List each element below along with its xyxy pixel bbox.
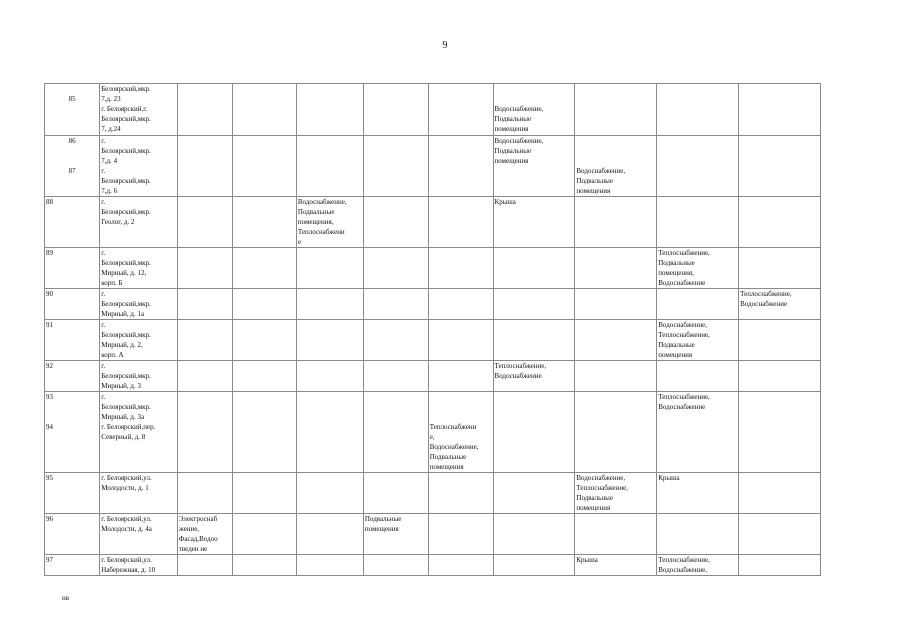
address-cell xyxy=(100,197,178,248)
work-type-line: Водоснабжение, xyxy=(576,167,626,175)
work-cell-6 xyxy=(428,84,493,136)
row-number: 92 xyxy=(46,362,53,370)
address-line: корп. Б xyxy=(101,279,123,287)
work-cell-4 xyxy=(296,84,363,136)
work-type-line: Подвальные xyxy=(576,177,613,185)
work-cell-6 xyxy=(428,248,493,289)
address-line: г. xyxy=(101,362,106,370)
work-cell-8 xyxy=(575,248,657,289)
work-cell-9 xyxy=(657,289,739,320)
work-cell-2 xyxy=(177,555,232,576)
row-number: 86 xyxy=(68,137,76,145)
work-cell-9 xyxy=(657,361,739,392)
address-line: Молодости, д. 4а xyxy=(101,525,152,533)
work-cell-4 xyxy=(296,392,363,473)
work-type-line xyxy=(430,392,492,402)
work-cell-9 xyxy=(657,84,739,136)
work-type-line xyxy=(576,136,655,146)
table-row xyxy=(45,392,821,473)
row-number-cell xyxy=(45,361,100,392)
row-number: 85 xyxy=(68,95,76,103)
work-cell-8 xyxy=(575,289,657,320)
work-type-line: Водоснабжение xyxy=(658,403,706,411)
work-cell-10 xyxy=(739,136,821,197)
work-cell-6 xyxy=(428,514,493,555)
address-line: Мирный, д. 3 xyxy=(101,382,141,390)
work-cell-5 xyxy=(363,289,428,320)
work-cell-9 xyxy=(657,555,739,576)
work-type-line: е xyxy=(297,238,301,246)
work-type-line: помещения xyxy=(494,125,529,133)
address-line: Белоярский,мкр. xyxy=(101,147,151,155)
address-line: г. Белоярский,ул. xyxy=(101,474,152,482)
repair-schedule-table xyxy=(44,83,821,576)
address-line: Геолог, д. 2 xyxy=(101,218,135,226)
row-number: 93 xyxy=(46,393,53,401)
work-type-line: тведен ие xyxy=(178,545,208,553)
row-number: 89 xyxy=(46,249,53,257)
work-type-line: Водоснабжение, xyxy=(494,137,544,145)
address-line: 7,д. 23 xyxy=(101,95,121,103)
work-cell-2 xyxy=(177,320,232,361)
work-type-line: Крыша xyxy=(576,556,598,564)
work-cell-10 xyxy=(739,392,821,473)
work-type-line: Водоснабжение, xyxy=(429,443,479,451)
work-cell-5 xyxy=(363,361,428,392)
work-cell-8 xyxy=(575,361,657,392)
address-line: Белоярский,мкр. xyxy=(101,259,151,267)
table-row xyxy=(45,136,821,197)
work-cell-7 xyxy=(493,289,575,320)
address-line: г. xyxy=(101,137,106,145)
work-type-line: Теплоснабжени xyxy=(297,228,345,236)
work-cell-8 xyxy=(575,392,657,473)
address-line: Мирный, д. 2, xyxy=(101,341,143,349)
work-cell-8 xyxy=(575,136,657,197)
row-number: 96 xyxy=(46,515,53,523)
work-type-line xyxy=(430,402,492,412)
work-cell-7 xyxy=(493,84,575,136)
work-type-line: помещения xyxy=(576,187,611,195)
work-cell-10 xyxy=(739,289,821,320)
address-line: Белоярский,мкр. xyxy=(101,300,151,308)
work-type-line: е, xyxy=(429,433,435,441)
work-type-line: Водоснабжение xyxy=(494,372,542,380)
work-cell-9 xyxy=(657,248,739,289)
row-number: 87 xyxy=(68,167,76,175)
work-cell-4 xyxy=(296,361,363,392)
row-number xyxy=(46,412,98,422)
work-cell-5 xyxy=(363,514,428,555)
work-cell-8 xyxy=(575,320,657,361)
work-cell-9 xyxy=(657,320,739,361)
table-row xyxy=(45,514,821,555)
address-line: Белоярский,мкр. xyxy=(101,115,151,123)
row-number-cell xyxy=(45,248,100,289)
work-cell-7 xyxy=(493,248,575,289)
address-line: г. xyxy=(101,249,106,257)
row-number-cell xyxy=(45,555,100,576)
work-type-line: Подвальные xyxy=(576,494,613,502)
work-cell-4 xyxy=(296,555,363,576)
work-type-line: Подвальные xyxy=(658,259,695,267)
work-type-line: Водоснабжение, xyxy=(658,321,707,329)
work-type-line: Подвальные xyxy=(658,341,695,349)
row-number xyxy=(46,402,98,412)
table-row xyxy=(45,289,821,320)
row-number-cell xyxy=(45,289,100,320)
address-line: Белоярский,мкр. xyxy=(101,85,151,93)
work-cell-4 xyxy=(296,320,363,361)
work-type-line: Теплоснабжение, xyxy=(576,484,628,492)
address-line: г. xyxy=(101,321,106,329)
work-cell-8 xyxy=(575,514,657,555)
work-cell-10 xyxy=(739,248,821,289)
work-type-line: помещения xyxy=(658,351,693,359)
work-cell-6 xyxy=(428,136,493,197)
work-cell-6 xyxy=(428,320,493,361)
work-type-line: помещения xyxy=(364,525,399,533)
address-line: корп. А xyxy=(101,351,124,359)
work-type-line xyxy=(576,156,655,166)
address-line: г. Белоярский,ул. xyxy=(101,515,152,523)
work-type-line: Фасад,Водоо xyxy=(178,535,218,543)
work-type-line xyxy=(234,84,295,94)
work-cell-3 xyxy=(233,248,297,289)
work-type-line: Крыша xyxy=(658,474,680,482)
work-cell-5 xyxy=(363,555,428,576)
work-cell-10 xyxy=(739,361,821,392)
address-line: г. xyxy=(101,198,106,206)
work-cell-9 xyxy=(657,392,739,473)
work-type-line: Подвальные xyxy=(297,208,335,216)
work-cell-3 xyxy=(233,136,297,197)
work-cell-2 xyxy=(177,289,232,320)
row-number xyxy=(46,84,98,94)
address-line: Белоярский,мкр. xyxy=(101,208,151,216)
work-type-line xyxy=(298,84,362,94)
work-type-line: Водоснабжение, xyxy=(576,474,626,482)
work-cell-6 xyxy=(428,555,493,576)
work-cell-2 xyxy=(177,136,232,197)
work-cell-6 xyxy=(428,197,493,248)
work-cell-8 xyxy=(575,197,657,248)
work-cell-2 xyxy=(177,473,232,514)
work-type-line: Теплоснабжение, xyxy=(658,249,710,257)
work-cell-8 xyxy=(575,84,657,136)
row-number-cell xyxy=(45,514,100,555)
address-line: Молодости, д. 1 xyxy=(101,484,149,492)
address-cell xyxy=(100,555,178,576)
work-cell-7 xyxy=(493,197,575,248)
work-cell-8 xyxy=(575,473,657,514)
table-row xyxy=(45,473,821,514)
work-type-line: Крыша xyxy=(494,198,516,206)
work-cell-3 xyxy=(233,289,297,320)
work-type-line xyxy=(430,412,492,422)
address-line: Белоярский,мкр. xyxy=(101,403,151,411)
row-number xyxy=(46,156,98,166)
work-cell-7 xyxy=(493,555,575,576)
work-cell-5 xyxy=(363,248,428,289)
work-type-line: Водоснабжение xyxy=(740,300,788,308)
work-cell-7 xyxy=(493,320,575,361)
work-type-line: Водоснабжение, xyxy=(658,566,707,574)
address-line: Мирный, д. 12, xyxy=(101,269,147,277)
work-type-line: помещения, xyxy=(297,218,334,226)
address-line: Белоярский,мкр. xyxy=(101,331,151,339)
work-type-line: Теплоснабжение, xyxy=(658,331,710,339)
work-cell-9 xyxy=(657,473,739,514)
table-row xyxy=(45,197,821,248)
work-type-line: Подвальные xyxy=(494,147,532,155)
address-line: 7,д. 6 xyxy=(101,187,118,195)
address-line: г. Белоярский,пер. xyxy=(101,423,156,431)
work-cell-5 xyxy=(363,136,428,197)
work-cell-10 xyxy=(739,473,821,514)
work-cell-10 xyxy=(739,514,821,555)
work-type-line: помещения xyxy=(494,157,529,165)
table-row xyxy=(45,555,821,576)
work-cell-7 xyxy=(493,473,575,514)
row-number: 95 xyxy=(46,474,53,482)
work-type-line: жение, xyxy=(178,525,200,533)
work-cell-10 xyxy=(739,84,821,136)
row-number: 94 xyxy=(46,423,53,431)
address-line: 7,д. 4 xyxy=(101,157,118,165)
row-number-cell xyxy=(45,197,100,248)
work-type-line: Электроснаб xyxy=(178,515,218,523)
work-cell-2 xyxy=(177,514,232,555)
row-number-cell xyxy=(45,392,100,473)
work-cell-5 xyxy=(363,392,428,473)
table-row xyxy=(45,84,821,136)
work-cell-3 xyxy=(233,555,297,576)
address-line: Мирный, д. 1а xyxy=(101,310,145,318)
address-line: Северный, д. 8 xyxy=(101,433,146,441)
work-cell-10 xyxy=(739,320,821,361)
work-type-line: Водоснабжение xyxy=(658,279,706,287)
work-cell-4 xyxy=(296,136,363,197)
address-cell xyxy=(100,361,178,392)
work-type-line: Подвальные xyxy=(494,115,532,123)
work-cell-9 xyxy=(657,197,739,248)
address-cell xyxy=(100,84,178,136)
work-cell-9 xyxy=(657,514,739,555)
work-cell-6 xyxy=(428,473,493,514)
work-cell-6 xyxy=(428,289,493,320)
work-cell-5 xyxy=(363,473,428,514)
work-cell-2 xyxy=(177,84,232,136)
row-number xyxy=(46,146,98,156)
work-cell-7 xyxy=(493,136,575,197)
address-cell xyxy=(100,320,178,361)
address-line: Белоярский,мкр. xyxy=(101,372,151,380)
work-cell-10 xyxy=(739,555,821,576)
work-cell-3 xyxy=(233,84,297,136)
work-type-line xyxy=(576,146,655,156)
row-number-cell xyxy=(45,473,100,514)
row-number-cell xyxy=(45,84,100,136)
work-type-line xyxy=(495,94,574,104)
work-cell-9 xyxy=(657,136,739,197)
work-cell-3 xyxy=(233,320,297,361)
address-cell xyxy=(100,392,178,473)
work-cell-5 xyxy=(363,197,428,248)
row-number-cell xyxy=(45,320,100,361)
work-cell-4 xyxy=(296,473,363,514)
work-type-line: Теплоснабжение, xyxy=(740,290,792,298)
work-cell-2 xyxy=(177,392,232,473)
work-type-line xyxy=(298,104,362,114)
work-type-line: Теплоснабжение, xyxy=(658,556,710,564)
row-number: 88 xyxy=(46,198,53,206)
work-cell-2 xyxy=(177,361,232,392)
work-cell-4 xyxy=(296,197,363,248)
work-type-line xyxy=(495,84,574,94)
row-number: 97 xyxy=(46,556,53,564)
work-cell-4 xyxy=(296,514,363,555)
address-line: Мирный, д. 3а xyxy=(101,413,145,421)
work-cell-7 xyxy=(493,392,575,473)
work-cell-5 xyxy=(363,84,428,136)
address-cell xyxy=(100,514,178,555)
work-cell-6 xyxy=(428,361,493,392)
work-cell-4 xyxy=(296,248,363,289)
work-type-line: помещения, xyxy=(658,269,694,277)
work-cell-2 xyxy=(177,197,232,248)
address-cell xyxy=(100,248,178,289)
work-cell-10 xyxy=(739,197,821,248)
footer-mark: нв xyxy=(62,594,70,602)
address-line: Белоярский,мкр. xyxy=(101,177,151,185)
work-cell-8 xyxy=(575,555,657,576)
row-number: 91 xyxy=(46,321,53,329)
row-number: 90 xyxy=(46,290,53,298)
work-cell-6 xyxy=(428,392,493,473)
work-type-line: помещения xyxy=(576,504,611,512)
work-cell-5 xyxy=(363,320,428,361)
work-type-line: Теплоснабжени xyxy=(429,423,477,431)
page-number: 9 xyxy=(442,40,448,51)
work-cell-3 xyxy=(233,361,297,392)
work-cell-4 xyxy=(296,289,363,320)
work-cell-7 xyxy=(493,361,575,392)
work-type-line: Теплоснабжение, xyxy=(494,362,547,370)
work-cell-3 xyxy=(233,392,297,473)
work-type-line: Подвальные xyxy=(364,515,402,523)
address-cell xyxy=(100,136,178,197)
work-type-line: Водоснабжение, xyxy=(494,105,544,113)
work-cell-3 xyxy=(233,197,297,248)
address-cell xyxy=(100,473,178,514)
address-line: г. Белоярский,ул. xyxy=(101,556,152,564)
address-line: г. xyxy=(101,167,106,175)
work-type-line: помещения xyxy=(429,463,464,471)
work-cell-7 xyxy=(493,514,575,555)
address-line: 7, д.24 xyxy=(101,125,121,133)
work-type-line: Водоснабжение, xyxy=(297,198,347,206)
work-type-line: Теплоснабжение, xyxy=(658,393,710,401)
table-row xyxy=(45,361,821,392)
row-number-cell xyxy=(45,136,100,197)
work-type-line xyxy=(298,94,362,104)
work-cell-3 xyxy=(233,514,297,555)
work-type-line: Подвальные xyxy=(429,453,467,461)
table-row xyxy=(45,248,821,289)
address-line: г. Белоярский,г. xyxy=(101,105,148,113)
work-cell-3 xyxy=(233,473,297,514)
address-line: Набережная, д. 10 xyxy=(101,566,156,574)
address-line: г. xyxy=(101,393,106,401)
work-type-line xyxy=(234,94,295,104)
address-line: г. xyxy=(101,290,106,298)
work-cell-2 xyxy=(177,248,232,289)
table-row xyxy=(45,320,821,361)
address-cell xyxy=(100,289,178,320)
